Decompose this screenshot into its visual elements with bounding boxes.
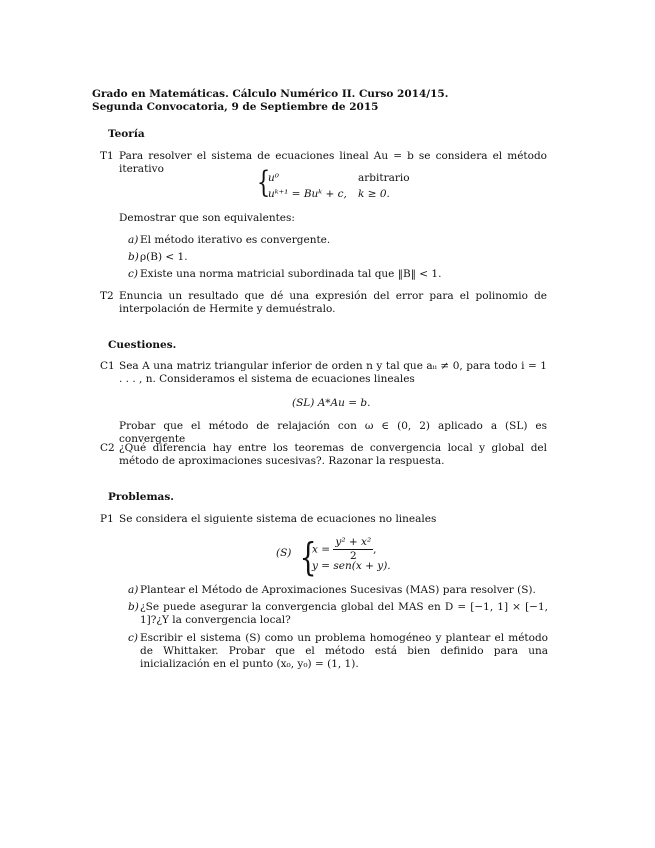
- t1-system-row2-rhs: k ≥ 0.: [358, 188, 390, 200]
- exam-header-line1: Grado en Matemáticas. Cálculo Numérico II. Curso 2014/15.: [92, 88, 449, 100]
- c1-label: C1: [100, 360, 115, 372]
- p1-row1: [312, 536, 377, 563]
- c2-label: C2: [100, 442, 115, 454]
- p1-item-c-letter: c): [128, 632, 138, 644]
- t1-item-a-letter: a): [128, 234, 139, 246]
- t1-system-row1-lhs: u⁰: [268, 172, 279, 184]
- p1-intro: Se considera el siguiente sistema de ecuaciones no lineales: [119, 513, 437, 525]
- left-brace-icon: {: [299, 535, 317, 579]
- p1-row1-lhs: x =: [312, 543, 331, 556]
- t2-text: Enuncia un resultado que dé una expresión del error para el polinomio de interpolación de Hermite y demuéstralo.: [119, 290, 547, 315]
- t1-item-b-letter: b): [128, 251, 139, 263]
- p1-row1-denominator: 2: [349, 550, 357, 562]
- t1-item-c-text: Existe una norma matricial subordinada tal que ‖B‖ < 1.: [140, 268, 442, 280]
- t1-system-row2-lhs: uᵏ⁺¹ = Buᵏ + c,: [268, 188, 347, 200]
- t1-system-row1-rhs: arbitrario: [358, 172, 410, 184]
- t1-item-b-text: ρ(B) < 1.: [140, 251, 188, 263]
- t1-intro: Para resolver el sistema de ecuaciones lineal Au = b se considera el método iterativo: [119, 150, 547, 175]
- section-title-problemas: Problemas.: [108, 491, 174, 503]
- p1-item-b-letter: b): [128, 601, 139, 613]
- p1-label: P1: [100, 513, 114, 525]
- c1-text1: Sea A una matriz triangular inferior de orden n y tal que aᵢᵢ ≠ 0, para todo i = 1 . . . , n. Consideramos el sistema de ecuaciones lineales: [119, 360, 547, 385]
- p1-row1-tail: ,: [373, 543, 377, 556]
- c1-text2: Probar que el método de relajación con ω ∈ (0, 2) aplicado a (SL) es convergente: [119, 420, 547, 445]
- p1-item-a-letter: a): [128, 584, 139, 596]
- t1-demonstrate: Demostrar que son equivalentes:: [119, 212, 295, 224]
- p1-system-name: (S): [276, 547, 292, 559]
- t1-item-a-text: El método iterativo es convergente.: [140, 234, 331, 246]
- p1-item-b-text: ¿Se puede asegurar la convergencia global del MAS en D = [−1, 1] × [−1, 1]?¿Y la convergencia local?: [140, 601, 548, 626]
- t1-label: T1: [100, 150, 114, 162]
- left-brace-icon: {: [256, 165, 271, 200]
- p1-item-a-text: Plantear el Método de Aproximaciones Sucesivas (MAS) para resolver (S).: [140, 584, 536, 596]
- c1-equation: (SL) A*Au = b.: [292, 397, 371, 409]
- section-title-teoria: Teoría: [108, 128, 145, 140]
- t2-label: T2: [100, 290, 114, 302]
- section-title-cuestiones: Cuestiones.: [108, 339, 177, 351]
- t1-item-c-letter: c): [128, 268, 138, 280]
- p1-item-c-text: Escribir el sistema (S) como un problema homogéneo y plantear el método de Whittaker. Probar que el método está bien definido para una inicialización en el punto (x₀, y₀) = (1, 1).: [140, 632, 548, 670]
- p1-row1-fraction: [333, 536, 373, 563]
- c2-text: ¿Qué diferencia hay entre los teoremas de convergencia local y global del método de aproximaciones sucesivas?. Razonar la respuesta.: [119, 442, 547, 467]
- p1-row1-numerator: y² + x²: [335, 536, 372, 548]
- p1-row2: y = sen(x + y).: [312, 560, 391, 572]
- exam-header-line2: Segunda Convocatoria, 9 de Septiembre de 2015: [92, 101, 379, 113]
